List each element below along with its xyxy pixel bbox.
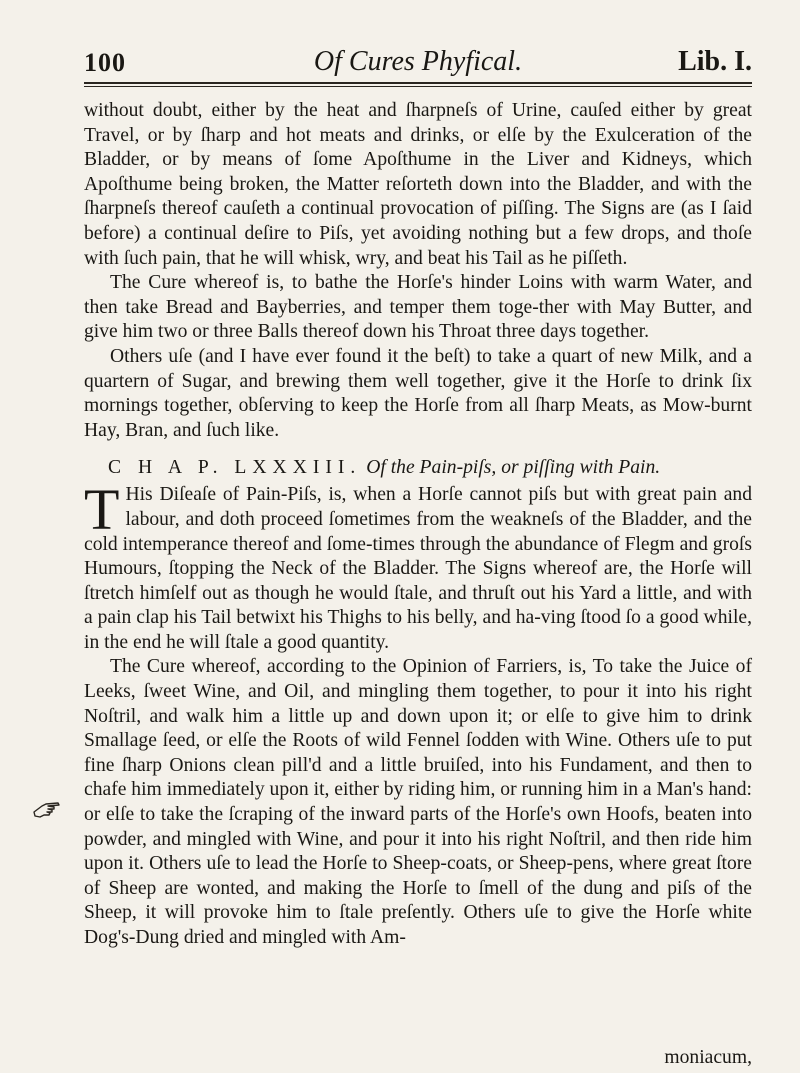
paragraph-cure-farriers: The Cure whereof, according to the Opinion of Farriers, is, To take the Juice of Leeks, ſweet Wine, and Oil, and mingling them together, to pour it into his right Noſtril, and walk him a little up and down upon it; or elſe to give him to drink Smallage ſeed, or elſe the Roots of wild Fennel ſodden with Wine. Others uſe to put fine ſharp Onions clean pill'd and a little bruiſed, into his Fundament, and then to chafe him immediately upon it, either by riding him, or running him in a Man's hand: or elſe to take the ſcraping of the inward parts of the Horſe's own Hoofs, beaten into powder, and mingled with Wine, and pour it into his right Noſtril, and then ride him upon it. Others uſe to lead the Horſe to Sheep-coats, or Sheep-pens, where great ſtore of Sheep are wonted, and making the Horſe to ſmell of the dung and piſs of the Sheep, it will provoke him to ſtale preſently. Others uſe to give the Horſe white Dog's-Dung dried and mingled with Am- bbox=[84, 656, 752, 948]
header-rule bbox=[84, 82, 752, 87]
chapter-heading bbox=[84, 455, 752, 481]
paragraph-others: Others uſe (and I have ever found it the beſt) to take a quart of new Milk, and a quartern of Sugar, and brewing them well together, give it the Horſe to drink ſix mornings together, obſerving to keep the Horſe from all ſharp Meats, as Mow-burnt Hay, Bran, and ſuch like. bbox=[84, 345, 752, 441]
paragraph-chapter-opening bbox=[84, 477, 752, 655]
drop-cap: T bbox=[84, 477, 120, 543]
running-title: Of Cures Phyfical. bbox=[313, 46, 523, 77]
paragraph-continued: without doubt, either by the heat and ſharpneſs of Urine, cauſed either by great Travel, or by ſharp and hot meats and drinks, or elſe by the Exulceration of the Bladder, or by means of ſome Apoſthume in the Liver and Kidneys, which Apoſthume being broken, the Matter reſorteth down into the Bladder, and with the ſharpneſs thereof cauſeth a continual provocation of piſſing. The Signs are (as I ſaid before) a continual deſire to Piſs, yet avoiding nothing but a few drops, and thoſe with ſuch pain, that he will whisk, wry, and beat his Tail as he piſſeth. bbox=[84, 100, 752, 269]
chapter-label: C H A P. LXXXIII. bbox=[108, 457, 362, 479]
catchword: moniacum, bbox=[664, 1047, 752, 1068]
pointing-hand-icon bbox=[32, 798, 62, 822]
running-head bbox=[84, 38, 752, 82]
book-number: Lib. I. bbox=[678, 46, 752, 77]
chapter-title: Of the Pain-piſs, or piſſing with Pain. bbox=[366, 457, 661, 479]
body-text bbox=[84, 99, 752, 951]
chapter-opening-text: His Diſeaſe of Pain-Piſs, is, when a Horſe cannot piſs but with great pain and labour, and doth proceed ſometimes from the weakneſs of the Bladder, and the cold intemperance thereof and ſome-times through the abundance of Flegm and groſs Humours, ſtopping the Neck of the Bladder. The Signs whereof are, the Horſe will ſtretch himſelf out as though he would ſtale, and thruſt out his Yard a little, and with a pain clap his Tail betwixt his Thighs to his belly, and ha-ving ſtood ſo a good while, in the end he will ſtale a good quantity. bbox=[84, 484, 752, 653]
paragraph-cure: The Cure whereof is, to bathe the Horſe's hinder Loins with warm Water, and then take Bread and Bayberries, and temper them toge-ther with May Butter, and give him two or three Balls thereof down his Throat three days together. bbox=[84, 272, 752, 343]
page-number: 100 bbox=[84, 48, 126, 77]
